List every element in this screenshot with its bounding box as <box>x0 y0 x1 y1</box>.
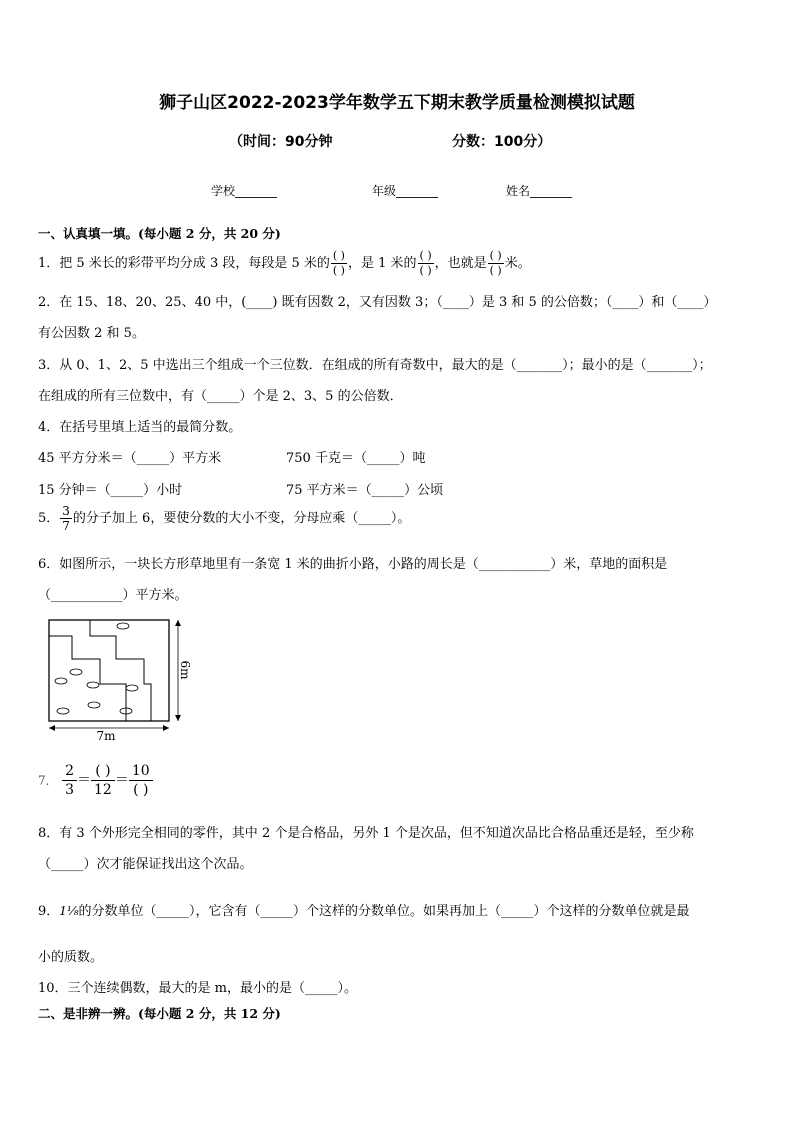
name-field: 姓名_______ <box>506 184 573 198</box>
section-1-heading: 一、认真填一填。(每小题 2 分，共 20 分) <box>38 226 281 241</box>
grade-field: 年级_______ <box>372 184 439 198</box>
question-5 <box>38 504 410 533</box>
q1-text-b: ，是 1 米的 <box>347 256 417 271</box>
fraction-blank: $\frac{( )}{( )}$ <box>419 249 432 277</box>
height-label: 6m <box>178 660 192 680</box>
page-title: 狮子山区2022-2023学年数学五下期末教学质量检测模拟试题 <box>159 93 635 113</box>
q1-text-a: 1．把 5 米长的彩带平均分成 3 段，每段是 5 米的 <box>38 256 330 271</box>
question-6-line-2: （___________）平方米。 <box>38 588 188 603</box>
fraction-3-7: $\frac{3}{7}$ <box>62 504 70 533</box>
fraction-blank: $\frac{( )}{( )}$ <box>332 249 345 277</box>
question-2-line-1: 2．在 15、18、20、25、40 中，(____) 既有因数 2，又有因数 3；（____）是 3 和 5 的公倍数；（____）和（____） <box>38 295 717 310</box>
q1-text-c: ，也就是 <box>434 256 487 271</box>
mixed-number: 1⅟₈ <box>59 904 79 918</box>
question-8-line-2: （_____）次才能保证找出这个次品。 <box>38 857 253 872</box>
q5-number: 5． <box>38 511 60 526</box>
question-6-line-1: 6．如图所示，一块长方形草地里有一条宽 1 米的曲折小路，小路的周长是（___________）米，草地的面积是 <box>38 557 668 572</box>
lawn-path-figure <box>44 615 190 741</box>
width-label: 7m <box>96 729 116 743</box>
question-4-c: 15 分钟＝（_____）小时 <box>38 483 183 498</box>
fraction-2-3: $\frac{2}{3}$ <box>62 762 77 799</box>
equals-sign: ＝ <box>77 772 92 789</box>
q1-text-d: 米。 <box>504 256 531 271</box>
fraction-blank-12: $\frac{( )}{12}$ <box>91 762 115 799</box>
question-4-line-1: 4．在括号里填上适当的最简分数。 <box>38 420 242 435</box>
question-4-a: 45 平方分米＝（_____）平方米 <box>38 451 222 466</box>
question-9-line-1 <box>38 900 690 919</box>
q9-text: 的分数单位（_____），它含有（_____）个这样的分数单位。如果再加上（_____）个这样的分数单位就是最 <box>78 904 690 919</box>
q9-number: 9． <box>38 904 60 919</box>
school-field: 学校_______ <box>211 184 278 198</box>
question-3-line-2: 在组成的所有三位数中，有（_____）个是 2、3、5 的公倍数． <box>38 389 403 404</box>
question-4-b: 750 千克＝（_____）吨 <box>286 451 426 466</box>
q5-text: 的分子加上 6，要使分数的大小不变，分母应乘（_____）。 <box>72 511 411 526</box>
question-2-line-2: 有公因数 2 和 5。 <box>38 326 145 341</box>
equals-sign: ＝ <box>114 772 129 789</box>
q7-number: 7． <box>38 773 58 788</box>
question-1 <box>38 249 531 278</box>
question-10: 10．三个连续偶数，最大的是 m，最小的是（_____）。 <box>38 981 358 996</box>
question-7 <box>38 762 153 799</box>
question-9-line-2: 小的质数。 <box>38 950 104 965</box>
score-label: 分数：100分） <box>452 134 552 150</box>
section-2-heading: 二、是非辨一辨。(每小题 2 分，共 12 分) <box>38 1006 281 1021</box>
time-label: （时间：90分钟 <box>229 134 333 150</box>
fraction-10-blank: $\frac{10}{( )}$ <box>129 762 153 799</box>
question-4-d: 75 平方米＝（_____）公顷 <box>286 483 444 498</box>
question-3-line-1: 3．从 0、1、2、5 中选出三个组成一个三位数．在组成的所有奇数中，最大的是（_______）；最小的是（_______）； <box>38 358 712 373</box>
fraction-blank: $\frac{( )}{( )}$ <box>489 249 502 277</box>
question-8-line-1: 8．有 3 个外形完全相同的零件，其中 2 个是合格品，另外 1 个是次品，但不知道次品比合格品重还是轻，至少称 <box>38 826 694 841</box>
